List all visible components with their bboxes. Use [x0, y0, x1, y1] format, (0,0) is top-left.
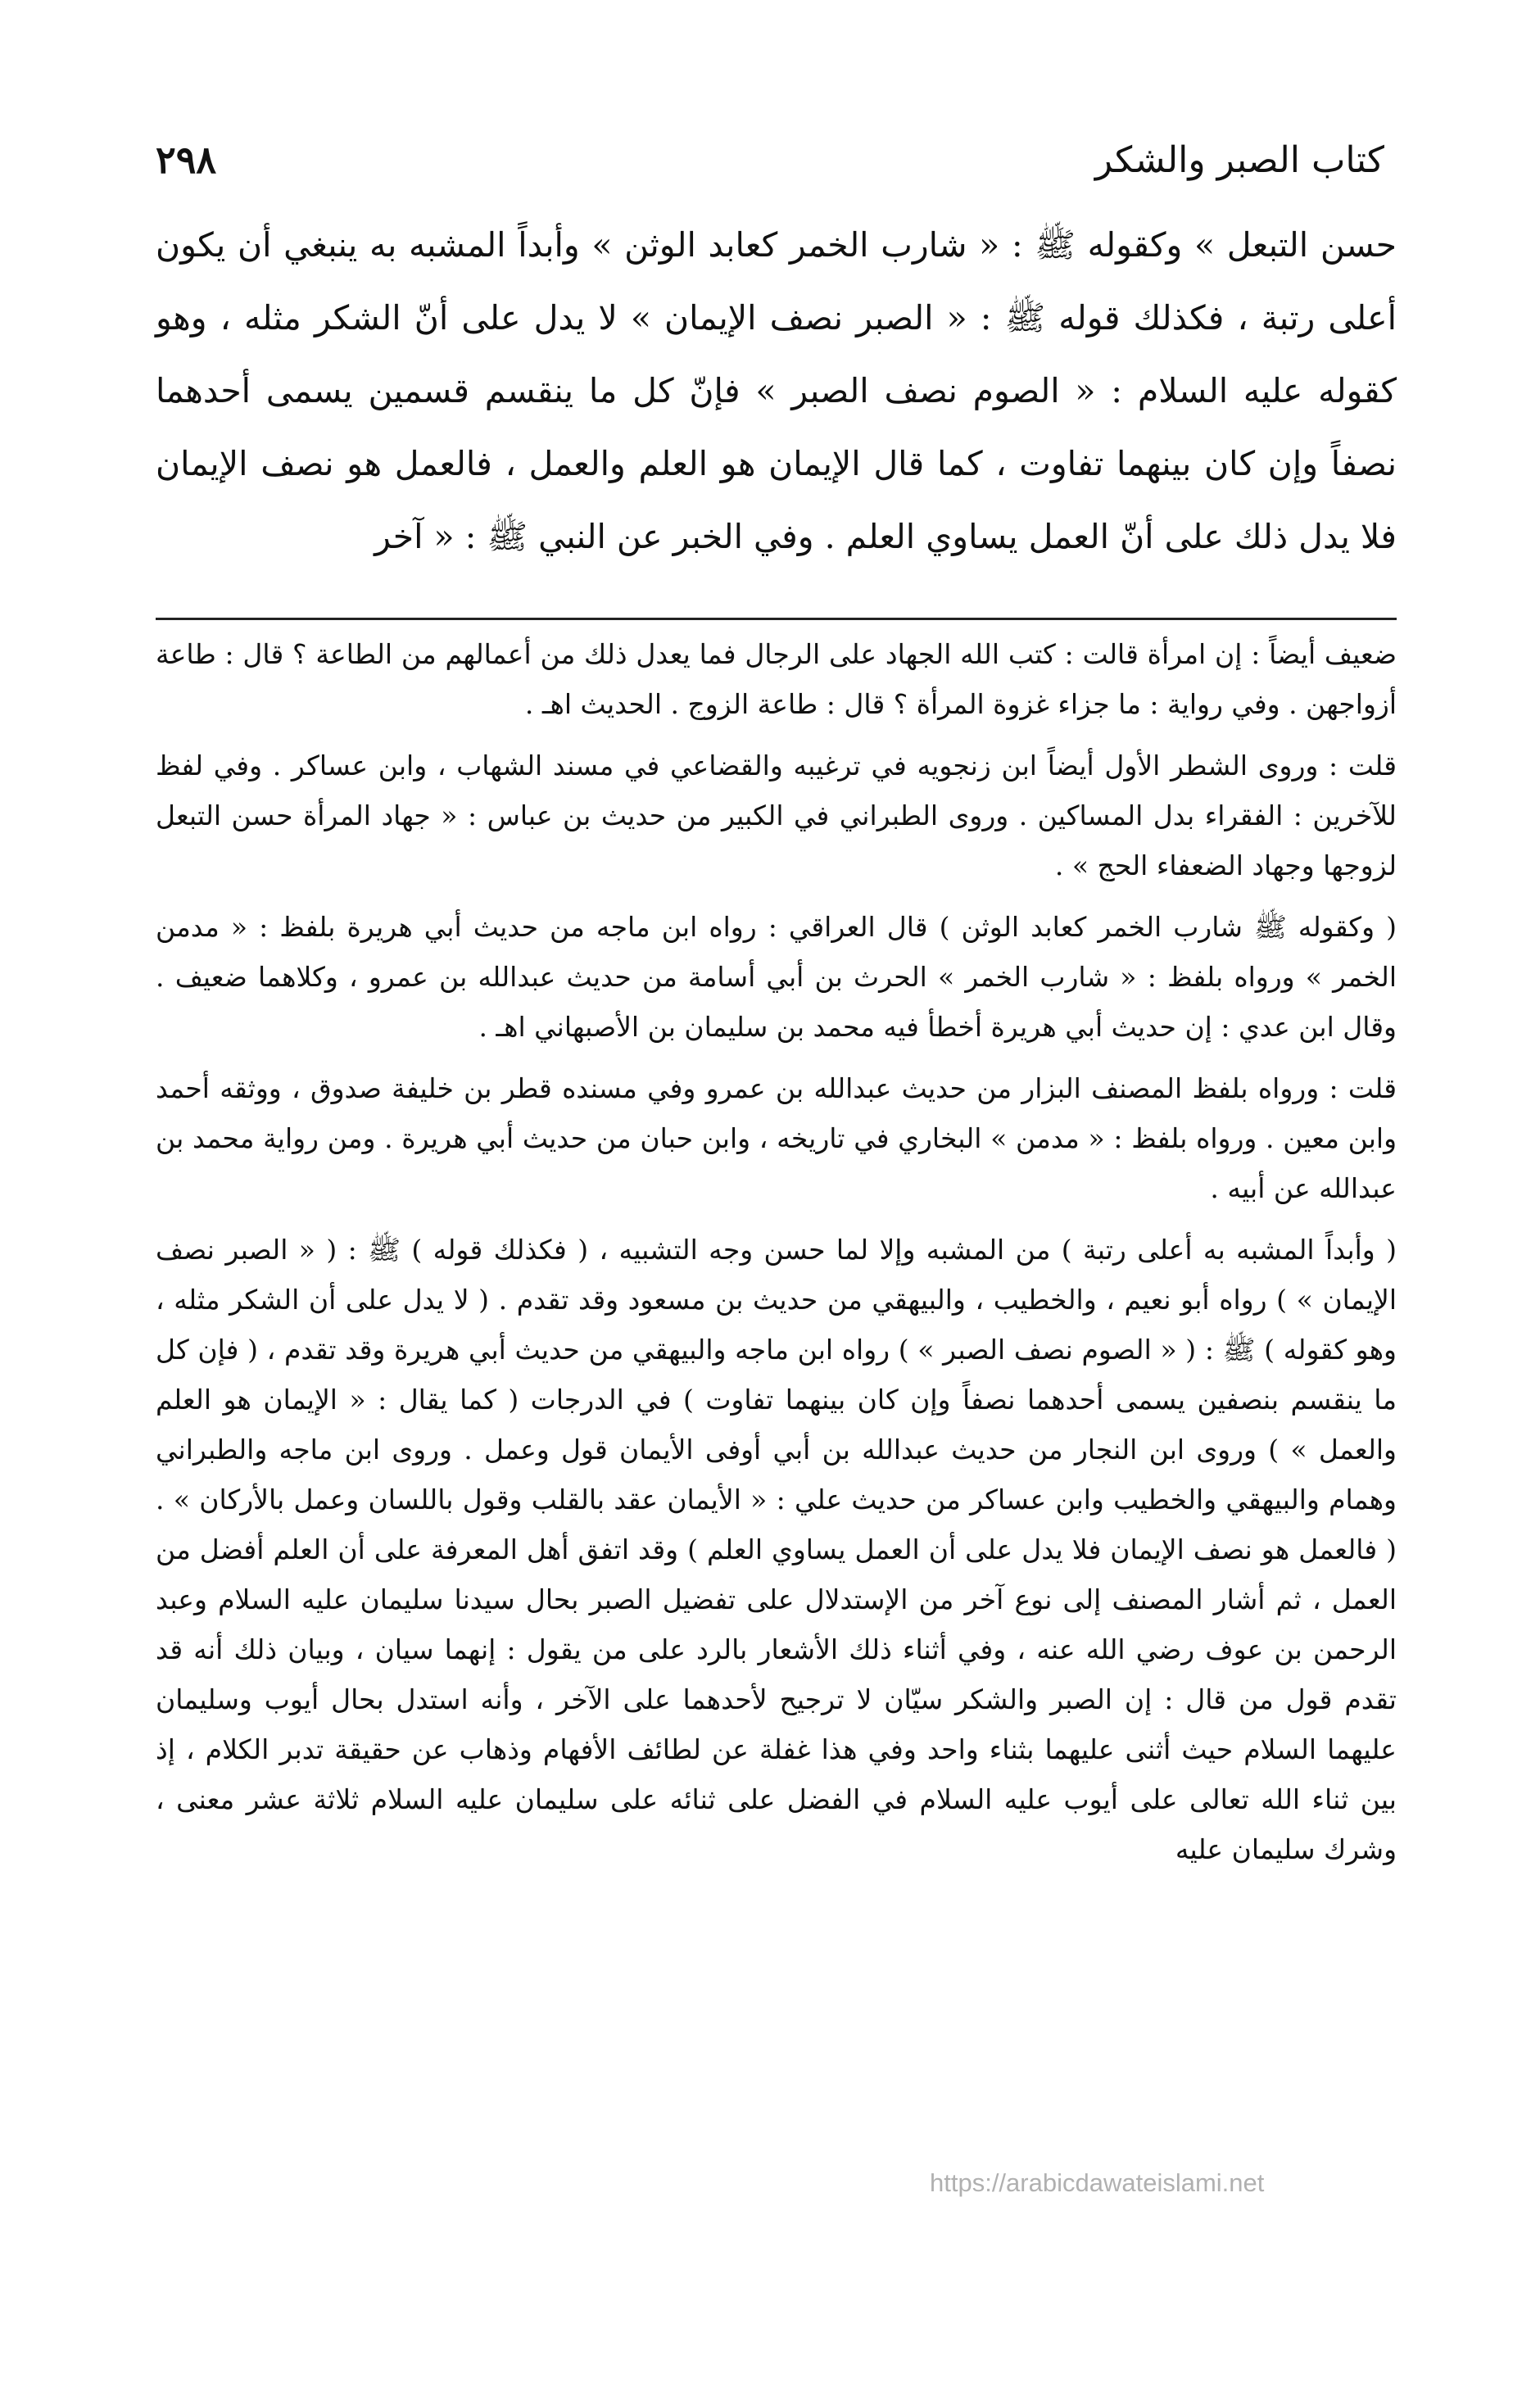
- watermark-url: https://arabicdawateislami.net: [930, 2168, 1265, 2197]
- footnotes: [156, 629, 1397, 1886]
- page-number: ٢٩٨: [156, 138, 217, 182]
- footnote-separator: [156, 618, 1397, 620]
- footnote-paragraph: قلت : وروى الشطر الأول أيضاً ابن زنجويه في ترغيبه والقضاعي في مسند الشهاب ، وابن عساكر . وفي لفظ للآخرين : الفقراء بدل المساكين . وروى الطبراني في الكبير من حديث بن عباس : « جهاد المرأة حسن التبعل لزوجها وجهاد الضعفاء الحج » .: [156, 750, 1397, 881]
- page-header: [156, 123, 1384, 197]
- footnote-paragraph: ضعيف أيضاً : إن امرأة قالت : كتب الله الجهاد على الرجال فما يعدل ذلك من أعمالهم من الطاعة ؟ قال : طاعة أزواجهن . وفي رواية : ما جزاء غزوة المرأة ؟ قال : طاعة الزوج . الحديث اهـ .: [156, 638, 1397, 720]
- footnote-paragraph: قلت : ورواه بلفظ المصنف البزار من حديث عبدالله بن عمرو وفي مسنده قطر بن خليفة صدوق ، ووثقه أحمد وابن معين . ورواه بلفظ : « مدمن » البخاري في تاريخه ، وابن حبان من حديث أبي هريرة . ومن رواية محمد بن عبدالله عن أبيه .: [156, 1072, 1397, 1204]
- book-title: كتاب الصبر والشكر: [1094, 138, 1384, 181]
- footnote-paragraph: ( وأبداً المشبه به أعلى رتبة ) من المشبه وإلا لما حسن وجه التشبيه ، ( فكذلك قوله ) ﷺ : ( « الصبر نصف الإيمان » ) رواه أبو نعيم ، والخطيب ، والبيهقي من حديث بن مسعود وقد تقدم . ( لا يدل على أن الشكر مثله ، وهو كقوله ) ﷺ : ( « الصوم نصف الصبر » ) رواه ابن ماجه والبيهقي من حديث أبي هريرة وقد تقدم ، ( فإن كل ما ينقسم بنصفين يسمى أحدهما نصفاً وإن كان بينهما تفاوت ) في الدرجات ( كما يقال : « الإيمان هو العلم والعمل » ) وروى ابن النجار من حديث عبدالله بن أبي أوفى الأيمان قول وعمل . وروى ابن ماجه والطبراني وهمام والبيهقي والخطيب وابن عساكر من حديث علي : « الأيمان عقد بالقلب وقول باللسان وعمل بالأركان » . ( فالعمل هو نصف الإيمان فلا يدل على أن العمل يساوي العلم ) وقد اتفق أهل المعرفة على أن العلم أفضل من العمل ، ثم أشار المصنف إلى نوع آخر من الإستدلال على تفضيل الصبر بحال سيدنا سليمان عليه السلام وعبد الرحمن بن عوف رضي الله عنه ، وفي أثناء ذلك الأشعار بالرد على من يقول : إنهما سيان ، وبيان ذلك أنه قد تقدم قول من قال : إن الصبر والشكر سيّان لا ترجيح لأحدهما على الآخر ، وأنه استدل بحال أيوب وسليمان عليهما السلام حيث أثنى عليهما بثناء واحد وفي هذا غفلة عن لطائف الأفهام وذهاب عن حقيقة تدبر الكلام ، إذ بين ثناء الله تعالى على أيوب عليه السلام في الفضل على ثنائه على سليمان عليه السلام ثلاثة عشر معنى ، وشرك سليمان عليه: [156, 1234, 1397, 1865]
- footnote-paragraph: ( وكقوله ﷺ شارب الخمر كعابد الوثن ) قال العراقي : رواه ابن ماجه من حديث أبي هريرة بلفظ : « مدمن الخمر » ورواه بلفظ : « شارب الخمر » الحرث بن أبي أسامة من حديث عبدالله بن عمرو ، وكلاهما ضعيف . وقال ابن عدي : إن حديث أبي هريرة أخطأ فيه محمد بن سليمان بن الأصبهاني اهـ .: [156, 911, 1397, 1043]
- main-text: حسن التبعل » وكقوله ﷺ : « شارب الخمر كعابد الوثن » وأبداً المشبه به ينبغي أن يكون أعلى رتبة ، فكذلك قوله ﷺ : « الصبر نصف الإيمان » لا يدل على أنّ الشكر مثله ، وهو كقوله عليه السلام : « الصوم نصف الصبر » فإنّ كل ما ينقسم قسمين يسمى أحدهما نصفاً وإن كان بينهما تفاوت ، كما قال الإيمان هو العلم والعمل ، فالعمل هو نصف الإيمان فلا يدل ذلك على أنّ العمل يساوي العلم . وفي الخبر عن النبي ﷺ : « آخر: [156, 225, 1397, 556]
